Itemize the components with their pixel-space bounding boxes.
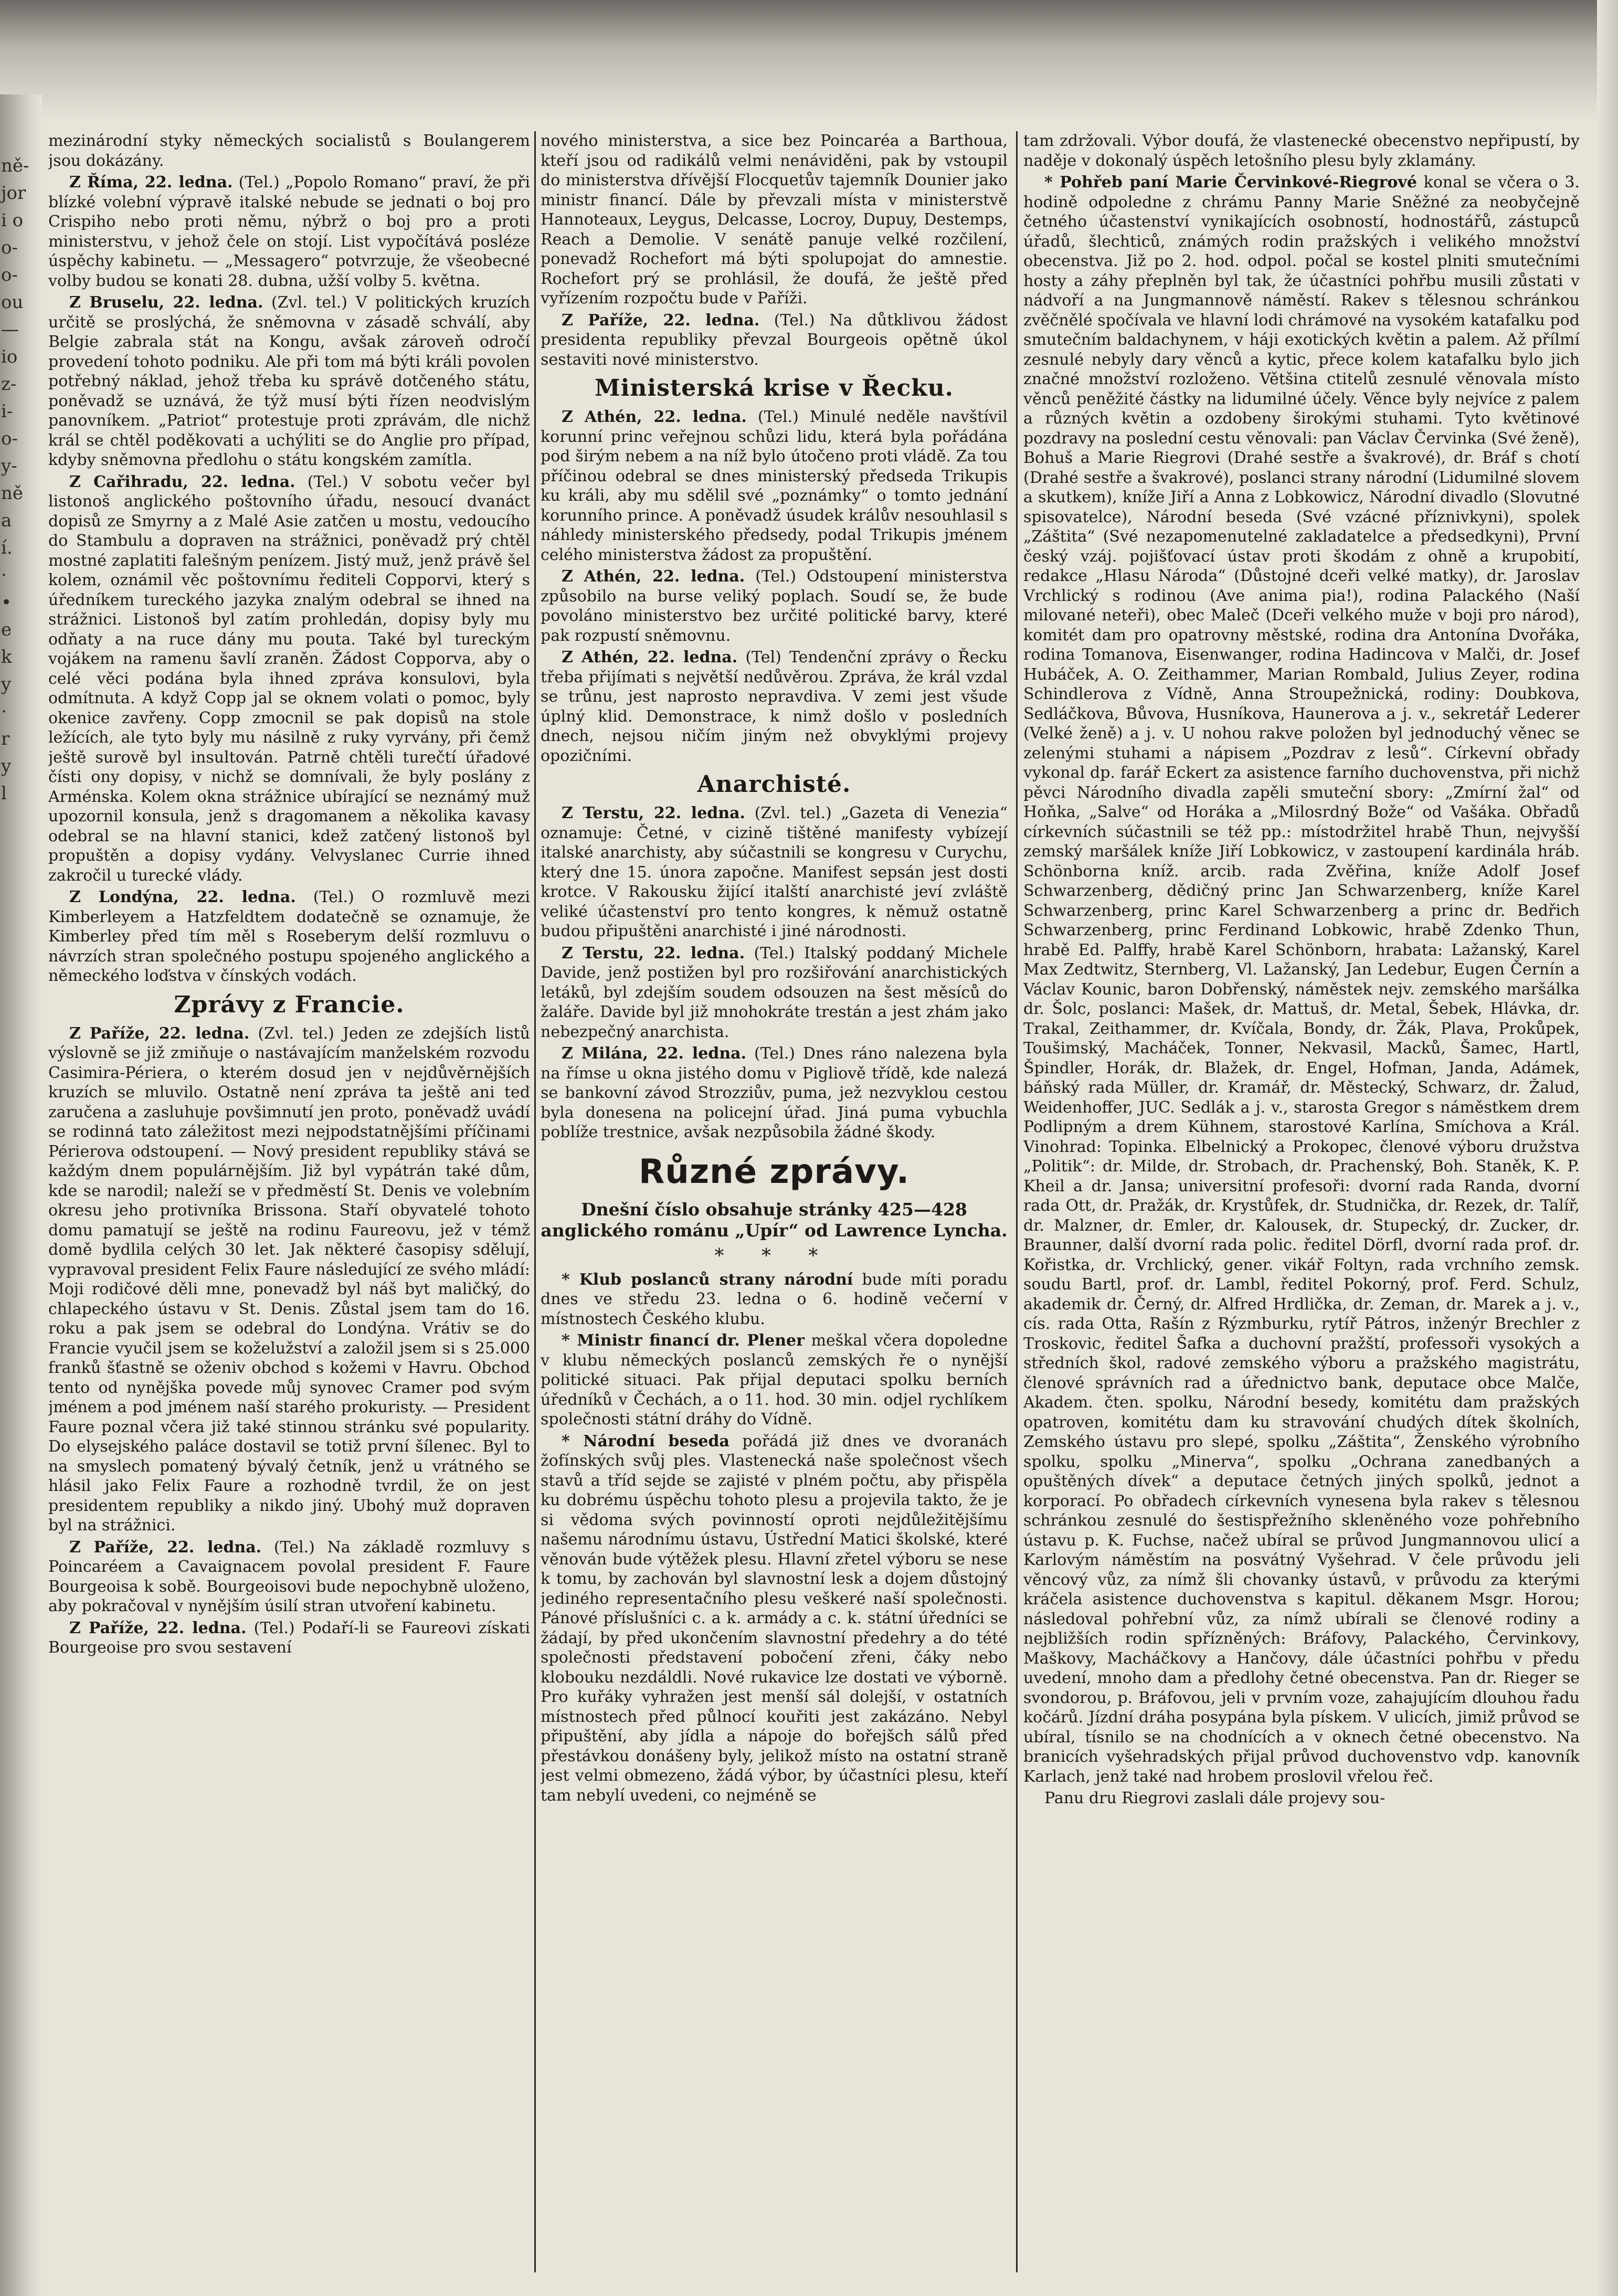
margin-fragment: — xyxy=(1,319,19,340)
section-heading: Různé zprávy. xyxy=(638,1152,910,1191)
paragraph-text: meškal včera dopoledne v klubu německých poslanců zemských ře o nynější politické situaci. Pak přijal deputaci spolku berních úředníků v Čechách, a o 11. hod. 30 min. odjel rychlíkem společnosti státní dráhy do Vídně. xyxy=(541,1331,1008,1429)
paragraph-text: (Tel.) V sobotu večer byl listonoš anglického poštovního úřadu, nesoucí dvanáct dopisů ze Smyrny a z Malé Asie zatčen u mostu, vedoucího do Stambulu a dopraven na strážnici, poněvadž prý chtěl mostné zaplatiti falešným penízem. Jistý muž, jenž právě šel kolem, oznámil věc poštovnímu řediteli Copporvi, který s úředníkem tureckého jazyka znalým odebral se ihned na strážnici. Listonoš byl zatím prohledán, dopisy byly mu odňaty a na ruce dány mu pouta. Také byl tureckým vojákem na ramenu šavlí zraněn. Žádost Copporva, aby o celé věci podána byla ihned zpráva konsulovi, byla odmítnuta. A když Copp jal se oknem volati o pomoc, byly okenice zavřeny. Copp zmocnil se pak dopisů na stole ležících, ale tyto byly mu násilně z ruky vyrvány, při čemž ještě surově byl insultován. Patrně chtěli turečtí úřadové čísti ony dopisy, v nichž se domnívali, že byly poslány z Arménska. Kolem okna strážnice ubírající se neznámý muž upozornil konsula, jenž s dragomanem a několika kavasy odebral se na hlavní stanici, kdež zatčený listonoš byl propuštěn a dopisy vydány. Velvyslanec Currie ihned zakročil u turecké vlády. xyxy=(48,472,530,885)
section-heading: Ministerská krise v Řecku. xyxy=(595,375,954,401)
article-paragraph xyxy=(1023,173,1580,1786)
paragraph-text: (Zvl. tel.) V politických kruzích určitě se proslýchá, že sněmovna v zásadě schválí, aby Belgie zabrala stát na Kongu, avšak zároveň odročí provedení tohoto podniku. Ale při tom má býti králi povolen potřebný náklad, jehož třeba ku správě dotčeného státu, poněvadž se uznává, že týž musí býti řízen neodvislým panovníkem. „Patriot“ protestuje proti zprávám, dle nichž král se chtěl poděkovati a uchýliti se do Anglie pro případ, kdyby sněmovna předlohu o státu kongském zamítla. xyxy=(48,293,530,469)
article-paragraph xyxy=(541,1270,1008,1329)
margin-fragment: jor xyxy=(1,183,26,204)
margin-fragment: a xyxy=(1,510,12,531)
margin-fragment: · xyxy=(1,701,7,722)
paragraph-text: mezinárodní styky německých socialistů s Boulangerem jsou dokázány. xyxy=(48,132,530,170)
dateline: Z Terstu, 22. ledna. xyxy=(562,804,745,822)
article-paragraph xyxy=(541,1044,1008,1142)
article-paragraph xyxy=(541,311,1008,370)
paragraph-text: Panu dru Riegrovi zaslali dále projevy sou- xyxy=(1044,1789,1386,1807)
margin-fragment: y xyxy=(1,674,12,695)
dateline: * Klub poslanců strany národní xyxy=(562,1270,853,1289)
margin-fragment: io xyxy=(1,346,18,367)
margin-fragment: i o xyxy=(1,210,24,231)
article-paragraph xyxy=(48,887,530,986)
article-paragraph xyxy=(541,131,1008,309)
paragraph-text: (Tel.) Odstoupení ministerstva způsobilo na burse veliký poplach. Soudí se, že bude povoláno ministerstvo bez určité politické barvy, které pak rozpustí sněmovnu. xyxy=(541,567,1008,645)
paragraph-text: tam zdržovali. Výbor doufá, že vlastenecké obecenstvo nepřipustí, by naděje v dokonalý úspěch letošního plesu byly zklamány. xyxy=(1023,132,1580,170)
paragraph-text: nového ministerstva, a sice bez Poincaréa a Barthoua, kteří jsou od radikálů velmi nenáviděni, pak by vstoupil do ministerstva dřívější Flocquetův tajemník Dounier jako ministr financí. Dále by převzali místa v ministerstvě Hannoteaux, Leygus, Delcasse, Locroy, Dupuy, Destemps, Reach a Demolie. V senátě panuje velké rozčilení, ponevadž Rochefort má býti spolupojat do amnestie. Rochefort prý se prohlásil, že doufá, že ještě před vyřízením rozpočtu bude v Paříži. xyxy=(541,132,1008,308)
paragraph-text: (Tel.) Dnes ráno nalezena byla na římse u okna jistého domu v Pigliově třídě, kde nalezá se bankovní závod Strozziův, puma, jež nezvyklou cestou byla donesena na policejní úřad. Jiná puma vybuchla poblíže trestnice, avšak nezpůsobila žádné škody. xyxy=(541,1044,1008,1141)
article-paragraph xyxy=(1023,131,1580,171)
paragraph-text: (Tel) Tendenční zprávy o Řecku třeba přijímati s největší nedůvěrou. Zpráva, že král vzdal se trůnu, jest naprosto nepravdiva. V zemi jest všude úplný klid. Demonstrace, k nimž došlo v posledních dnech, nejsou ničím jiným než obvyklými projevy opozičními. xyxy=(541,648,1008,765)
article-paragraph xyxy=(48,293,530,470)
margin-fragment: l xyxy=(1,783,7,804)
dateline: Z Athén, 22. ledna. xyxy=(562,408,747,426)
margin-fragment: · xyxy=(1,565,7,586)
column-2 xyxy=(541,131,1008,2283)
section-heading: Anarchisté. xyxy=(697,771,851,798)
article-paragraph xyxy=(541,803,1008,941)
margin-fragment: ou xyxy=(1,292,24,313)
dateline: * Pohřeb paní Marie Červinkové-Riegrové xyxy=(1044,173,1417,192)
dateline: Z Paříže, 22. ledna. xyxy=(562,311,760,330)
article-paragraph xyxy=(541,1432,1008,1806)
margin-fragment: k xyxy=(1,647,12,668)
paragraph-text: (Tel.) „Popolo Romano“ praví, že při blízké volební výpravě italské nebude se jednati o boj pro Crispiho nebo proti němu, nýbrž o boj pro a proti ministerstvu, v jehož čele on stojí. List vypočítává posléze úspěchy kabinetu. — „Messagero“ potvrzuje, že všeobecné volby budou se konati 28. dubna, užší volby 5. května. xyxy=(48,173,530,290)
margin-fragment: i- xyxy=(1,401,13,422)
margin-fragment: • xyxy=(1,592,12,613)
article-paragraph xyxy=(541,648,1008,766)
margin-fragment: y- xyxy=(1,456,17,477)
dateline: Z Cařihradu, 22. ledna. xyxy=(69,472,295,491)
paragraph-text: (Tel.) Italský poddaný Michele Davide, jenž postižen byl pro rozšiřování anarchistických letáků, byl zdejším soudem odsouzen na šest měsíců do žaláře. Davide byl již mnohokráte trestán a jest zhám jako nebezpečný anarchista. xyxy=(541,944,1008,1041)
margin-fragment: ně- xyxy=(1,155,29,176)
section-heading: Zprávy z Francie. xyxy=(174,991,405,1018)
dateline: Z Terstu, 22. ledna. xyxy=(562,944,745,962)
paragraph-text: (Zvl. tel.) Jeden ze zdejších listů výslovně se již zmiňuje o nastávajícím manželském rozvodu Casimira-Périera, o kterém dosud jen v nejdůvěrnějších kruzích se mluvilo. Ostatně není zpráva ta ještě ani teď zaručena a zasluhuje povšimnutí jen proto, poněvadž uvádí se rodinná tato záležitost mezi nejpodstatnějšími příčinami Périerova odstoupení. — Nový president republiky stává se každým dnem populárnějším. Již byl vypátrán také dům, kde se narodil; naleží se v předměstí St. Denis ve volebním okresu jeho protivníka Brissona. Staří obyvatelé tohoto domu pamatují se ještě na rodinu Faureovu, jež v témž domě bydlila celých 30 let. Jak některé časopisy sdělují, vypravoval president Felix Faure následující ze svého mládí: Moji rodičové děli mne, ponevadž byl náš byt maličký, do chlapeckého ústavu v St. Denis. Zůstal jsem tam do 16. roku a pak jsem se odebral do Londýna. Vrátiv se do Francie vyučil jsem se koželužství a založil jsem si s 25.000 franků šťastně se oženiv obchod s kožemi v Havru. Obchod tento od nynějška povede můj synovec Cramer pod svým jménem a pod jménem naší starého prokuristy. — President Faure poznal včera již také stinnou stránku své popularity. Do elysejského paláce dostavil se totiž první šílenec. Byl to na smyslech pomatený bývalý četník, jenž u vrátného se hlásil jako Felix Faure a rozhodně tvrdil, že on jest presidentem republiky a nikdo jiný. Ubohý muž dopraven byl na strážnici. xyxy=(48,1024,530,1535)
dateline: Z Paříže, 22. ledna. xyxy=(69,1538,262,1557)
dateline: Z Milána, 22. ledna. xyxy=(562,1044,747,1063)
margin-fragment: o- xyxy=(1,428,18,449)
dateline: Z Paříže, 22. ledna. xyxy=(69,1618,247,1637)
dateline: Z Londýna, 22. ledna. xyxy=(69,888,296,906)
article-paragraph xyxy=(541,407,1008,565)
margin-fragment: ně xyxy=(1,483,24,504)
paragraph-text: konal se včera o 3. hodině odpoledne z chrámu Panny Marie Sněžné za neobyčejně četného účastenství vynikajících osobností, hodnostářů, zástupců úřadů, šlechticů, známých rodin pražských i velikého množství obecenstva. Již po 2. hod. odpol. počal se kostel plniti smutečními hosty a záhy přeplněn byl tak, že účastníci pohřbu musili zůstati v nádvoří a na Jungmannově náměstí. Rakev s tělesnou schránkou zvěčnělé spočívala ve hlavní lodi chrámové na vysokém katafalku pod smutečním baldachynem, v háji exotických květin a palem. Až přílmí zesnulé nebyly dary věnců a kytic, přece kolem katafalku bylo jich značné množství rozloženo. Většina ctitelů zesnulé věnovala místo věnců peněžité částky na lidumilné účely. Věnce byly nejvíce z palem a různých květin a ozdobeny širokými stuhami. Tyto květinové pozdravy na poslední cestu věnovali: pan Václav Červinka (Své ženě), Bohuš a Marie Riegrovi (Drahé sestře a švakrové), dr. Bráf s chotí (Drahé sestře a švakrové), poslanci strany národní (Lidumilné slovem a skutkem), kníže Jiří a Anna z Lobkowicz, Národní divadlo (Slovutné spisovatelce), Národní beseda (Své vzácné příznivkyni), spolek „Záštita“ (Své nezapomenutelné zakladatelce a předsedkyni), První český vzáj. pojišťovací ústav proti škodám z ohně a krupobití, redakce „Hlasu Národa“ (Důstojné dceři velké matky), dr. Jaroslav Vrchlický s rodinou (Ave anima pia!), rodina Palackého (Naší milované neteři), obec Maleč (Dceři velkého muže v boji pro národ), komitét dam pro opatrovny městské, rodina dra Antonína Dvořáka, rodina Tomanova, Eisenwanger, rodina Hadincova v Malči, dr. Josef Hubáček, A. O. Zeithammer, Marian Rombald, Julius Zeyer, rodina Schindlerova z Vídně, Anna Stroupežnická, rodiny: Doubkova, Sedláčkova, Bůvova, Husníkova, Haunerova a j. v., sekretář Lederer (Velké ženě) a j. v. U nohou rakve položen byl jednoduchý věnec se zelenými stuhami a nápisem „Pozdrav z lesů“. Církevní obřady vykonal dp. farář Eckert za asistence farního duchovenstva, při nichž pěvci Národního divadla zapěli smuteční sbory: „Zmírní žal“ od Hoňka, „Salve“ od Horáka a „Milosrdný Bože“ od Vašáka. Obřadů církevních súčastnili se též pp.: místodržitel hrabě Thun, nejvyšší zemský maršálek kníže Jiří Lobkowicz, v zastoupení kardinála hráb. Schönborna kníž. arcib. rada Zvěřina, kníže Adolf Josef Schwarzenberg, dědičný princ Jan Schwarzenberg, kníže Karel Schwarzenberg, princ Karel Schwarzenberg a princ dr. Bedřich Schwarzenberg, princ Ferdinand Lobkowic, hrabě Zdenko Thun, hrabě Ed. Palffy, hrabě Karel Schönborn, hrabata: Lažanský, Karel Max Zedtwitz, Sternberg, Vl. Lažanský, Jan Ledebur, Eugen Černín a Václav Kounic, baron Dobřenský, náměstek nejv. zemského maršálka dr. Šolc, poslanci: Mašek, dr. Mattuš, dr. Metal, Šebek, Hlávka, dr. Trakal, Zeithammer, dr. Kvíčala, Bondy, dr. Žák, Plava, Prokůpek, Toušimský, Macháček, Tonner, Nekvasil, Macků, Šamec, Hartl, Špindler, Horák, dr. Blažek, dr. Engel, Hofman, Janda, Adámek, báňský rada Müller, dr. Kramář, dr. Městecký, Schwarz, dr. Žalud, Weidenhoffer, JUC. Sedlák a j. v., starosta Gregor s náměstkem drem Podlipným a drem Kühnem, starostové Karlína, Smíchova a Král. Vinohrad: Topinka. Elbelnický a Prokopec, členové výboru družstva „Politik“: dr. Milde, dr. Strobach, dr. Prachenský, Boh. Staněk, K. P. Kheil a dr. Jansa; universitní profesoři: dvorní rada Randa, dvorní rada Ott, dr. Pražák, dr. Krystůfek, dr. Studnička, dr. Rezek, dr. Talíř, dr. Malzner, dr. Emler, dr. Kalousek, dr. Stupecký, dr. Zucker, dr. Braunner, další dvorní rada polic. ředitel Dörfl, dvorní rada prof. dr. Kořistka, dr. Vrchlický, gener. vikář Foltyn, rada vrchního zemsk. soudu Bartl, prof. dr. Lambl, ředitel Pokorný, prof. Ferd. Schulz, akademik dr. Černý, dr. Alfred Hrdlička, dr. Zeman, dr. Marek a j. v., cís. rada Otta, Rašín z Rýzmburku, rytíř Pátros, inženýr Brechler z Troskovic, ředitel Šafka a duchovní pražští, professoři vysokých a středních škol, radové zemského výboru a pražského magistrátu, členové správních rad a úřednictvo bank, deputace obce Malče, Akadem. čten. spolku, Národní besedy, komitétu dam pražských opatroven, komitétu dam ku stravování chudých dítek školních, Zemského ústavu pro slepé, spolku „Záštita“, Ženského výrobního spolku, spolku „Minerva“, spolku „Ochrana zanedbaných a opuštěných dívek“ a deputace četných jiných spolků, jednot a korporací. Po obřadech církevních vynesena byla rakev s tělesnou schránkou zesnulé do šestispřežního skleněného voze pohřebního ústavu p. K. Fuchse, načež ubíral se průvod Jungmannovou ulicí a Karlovým náměstím na posvátný Vyšehrad. V čele průvodu jeli věncový vůz, za nímž šli chovanky ústavů, v průvodu za kterými kráčela asistence duchovenstva s kapitul. děkanem Msgr. Horou; následoval pohřební vůz, za nímž ubírali se členové rodiny a nejbližších rodin spřízněných: Bráfovy, Palackého, Červinkovy, Maškovy, Macháčkovy a Hančovy, dále účastníci pohřbu v předu uvedení, mnoho dam a předlohy četné obecenstva. Pan dr. Rieger se svondorou, p. Bráfovou, jeli v prvním voze, zahajujícím dlouhou řadu kočárů. Jízdní dráha posypána byla pískem. V ulicích, jimiž průvod se ubíral, tísnilo se na chodnících a v oknech četné obecenstvo. Na branicích vyšehradských přijal průvod duchovenstvo vdp. kanovník Karlach, jenž také nad hrobem proslovil vřelou řeč. xyxy=(1023,173,1580,1786)
paragraph-text: (Tel.) Podaří-li se Faureovi získati Bourgeoise pro svou sestavení xyxy=(48,1618,530,1657)
dateline: Z Athén, 22. ledna. xyxy=(562,567,745,586)
lead-notice: Dnešní číslo obsahuje stránky 425—428 anglického románu „Upír“ od Lawrence Lyncha. xyxy=(541,1199,1008,1241)
article-paragraph xyxy=(48,1538,530,1616)
margin-fragment: y xyxy=(1,756,12,777)
paragraph-text: (Tel.) O rozmluvě mezi Kimberleyem a Hatzfeldtem dodatečně se oznamuje, že Kimberley před tím měl s Roseberym delší rozmluvu o návrzích stran společného postupu spojeného anglického a německého loďstva v čínských vodách. xyxy=(48,888,530,985)
dateline: Z Paříže, 22. ledna. xyxy=(69,1024,250,1043)
margin-fragment: e xyxy=(1,619,12,640)
article-paragraph xyxy=(48,1024,530,1536)
paragraph-text: pořádá již dnes ve dvoranách žofínských svůj ples. Vlastenecká naše společnost všech stavů a tříd sejde se zajisté v plném počtu, aby přispěla ku dobrému úspěchu tohoto plesu a projevila takto, že je si vědoma svých povinností oproti nejdůležitějšímu našemu národnímu ústavu, Ústřední Matici školské, které věnován bude výtěžek plesu. Hlavní zřetel výboru se nese k tomu, by zachován byl slavnostní lesk a dojem důstojný jediného representačního plesu veškeré naší společnosti. Pánové příslušníci c. a k. armády a c. k. státní úředníci se žádají, by před ukončením slavnostní předehry a do tété společnosti představení pobočení zřeni, čáky nebo klobouku nezdáldli. Nové rukavice lze dostati ve výborně. Pro kuřáky vyhražen jest menší sál dolejší, v ostatních místnostech před půlnocí kouřiti jest zakázáno. Nebyl připuštění, aby jídla a nápoje do bořejšch sálů před přestávkou donášeny byly, jelikož místo na ostatní straně jest velmi obmezeno, žádá výbor, by účastníci plesu, kteří tam nebylí uvedeni, co nejméně se xyxy=(541,1432,1008,1805)
paragraph-text: (Tel.) Na základě rozmluvy s Poincaréem a Cavaignacem povolal president F. Faure Bourgeoisa k sobě. Bourgeoisovi bude nepochybně uloženo, aby pokračoval v nynějším úsilí stran utvoření kabinetu. xyxy=(48,1538,530,1615)
paragraph-text: bude míti poradu dnes ve středu 23. ledna o 6. hodině večerní v místnostech Českého klubu. xyxy=(541,1270,1008,1328)
column-1 xyxy=(48,131,530,2283)
dateline: Z Athén, 22. ledna. xyxy=(562,648,738,666)
margin-fragment: í. xyxy=(1,537,13,558)
margin-fragment: r xyxy=(1,728,10,749)
paragraph-text: (Zvl. tel.) „Gazeta di Venezia“ oznamuje: Četné, v cizině tištěné manifesty vybízejí italské anarchisty, aby súčastnili se kongresu v Curychu, který dne 15. února započne. Manifest sepsán jest dosti krotce. V Rakousku žijící italští anarchisté jeví zvláště veliké účastenství pro tento kongres, k němuž ostatně budou připuštěni anarchisté i jiné národnosti. xyxy=(541,804,1008,940)
margin-fragment: o- xyxy=(1,237,18,258)
dateline: Z Bruselu, 22. ledna. xyxy=(69,293,263,312)
margin-fragment: o- xyxy=(1,264,18,285)
paragraph-text: (Tel.) Na důtklivou žádost presidenta republiky převzal Bourgeois opětně úkol sestaviti nové ministerstvo. xyxy=(541,311,1008,369)
article-paragraph xyxy=(541,944,1008,1042)
article-paragraph xyxy=(48,472,530,886)
dateline: * Národní beseda xyxy=(562,1432,729,1451)
article-paragraph xyxy=(1023,1789,1580,1808)
column-rule xyxy=(534,131,536,2272)
article-paragraph xyxy=(541,567,1008,646)
article-paragraph xyxy=(48,1618,530,1658)
margin-fragment: z- xyxy=(1,374,17,395)
article-paragraph xyxy=(541,1331,1008,1430)
dateline: Z Říma, 22. ledna. xyxy=(69,173,233,192)
article-paragraph xyxy=(48,173,530,291)
dateline: * Ministr financí dr. Plener xyxy=(562,1331,805,1350)
paragraph-text: (Tel.) Minulé neděle navštívil korunní princ veřejnou schůzi lidu, která byla pořádána pod širým nebem a na níž bylo útočeno proti vládě. Za tou příčinou odebral se dnes ministerský předseda Trikupis ku králi, aby mu sdělil své „poznámky“ o tomto jednání korunního prince. A poněvadž úsudek králův nesouhlasil s náhledy ministerského předsedy, podal Trikupis jménem celého ministerstva žádost za propuštění. xyxy=(541,408,1008,564)
scan-top-shadow xyxy=(0,0,1618,121)
scan-right-edge xyxy=(1597,0,1618,2296)
column-3 xyxy=(1023,131,1580,2283)
article-paragraph xyxy=(48,131,530,171)
section-divider: * * * xyxy=(714,1245,834,1267)
column-rule xyxy=(1016,131,1018,2272)
